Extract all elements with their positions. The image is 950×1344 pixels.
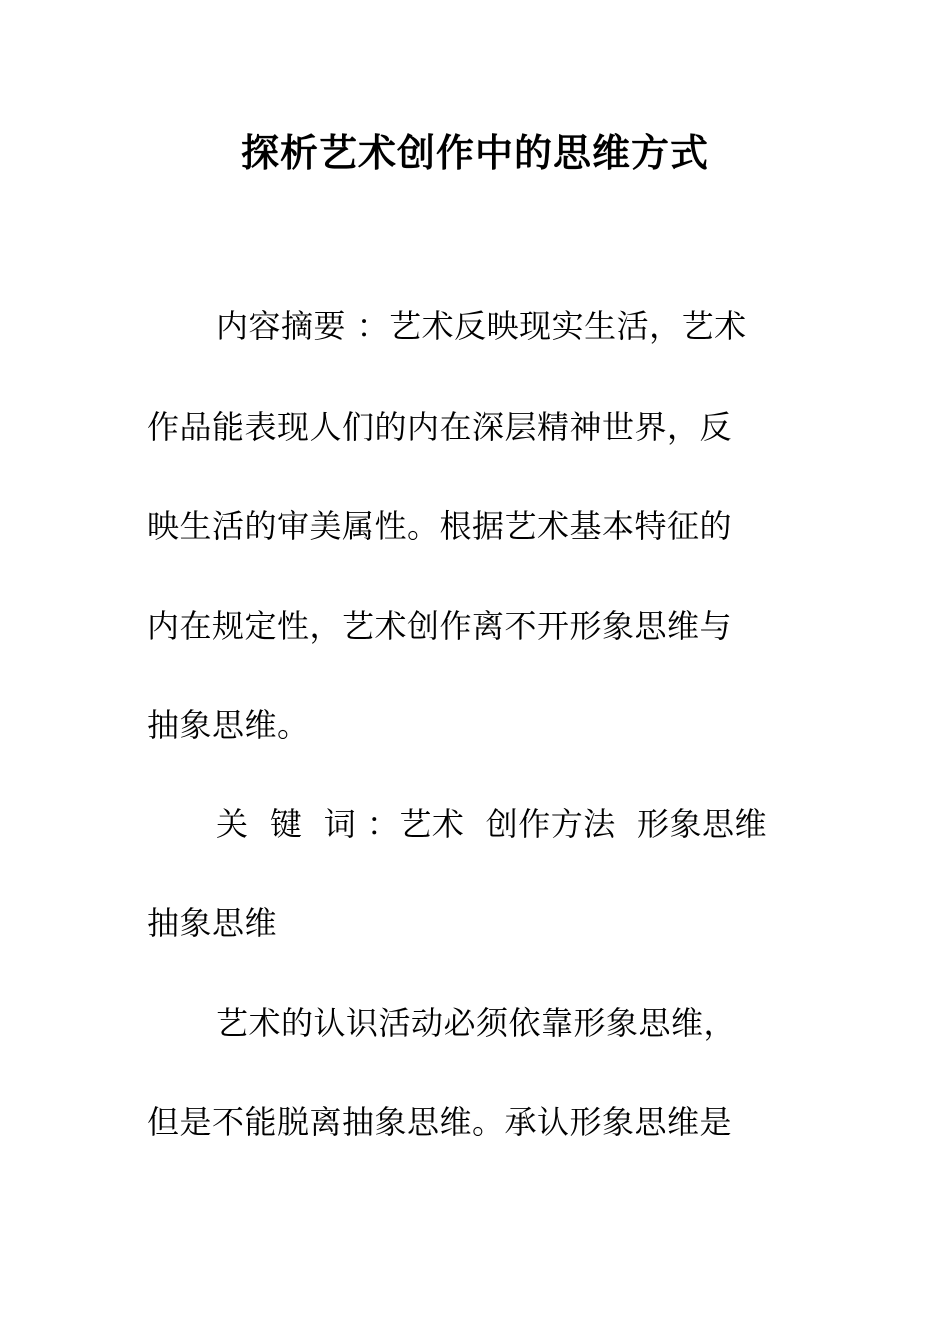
abstract-line: 作品能表现人们的内在深层精神世界，反 <box>147 408 733 446</box>
body-line: 但是不能脱离抽象思维。承认形象思维是 <box>147 1103 733 1141</box>
keywords-line: 抽象思维 <box>147 904 278 942</box>
keywords-line: 关 键 词 ：艺术 创作方法 形象思维 <box>216 805 768 843</box>
abstract-line: 内容摘要 ：艺术反映现实生活，艺术 <box>216 307 747 345</box>
body-line: 艺术的认识活动必须依靠形象思维， <box>216 1004 737 1042</box>
document-title: 探析艺术创作中的思维方式 <box>240 130 709 175</box>
abstract-line: 内在规定性，艺术创作离不开形象思维与 <box>147 607 733 645</box>
abstract-line: 映生活的审美属性。根据艺术基本特征的 <box>147 507 733 545</box>
abstract-line: 抽象思维。 <box>147 706 310 744</box>
